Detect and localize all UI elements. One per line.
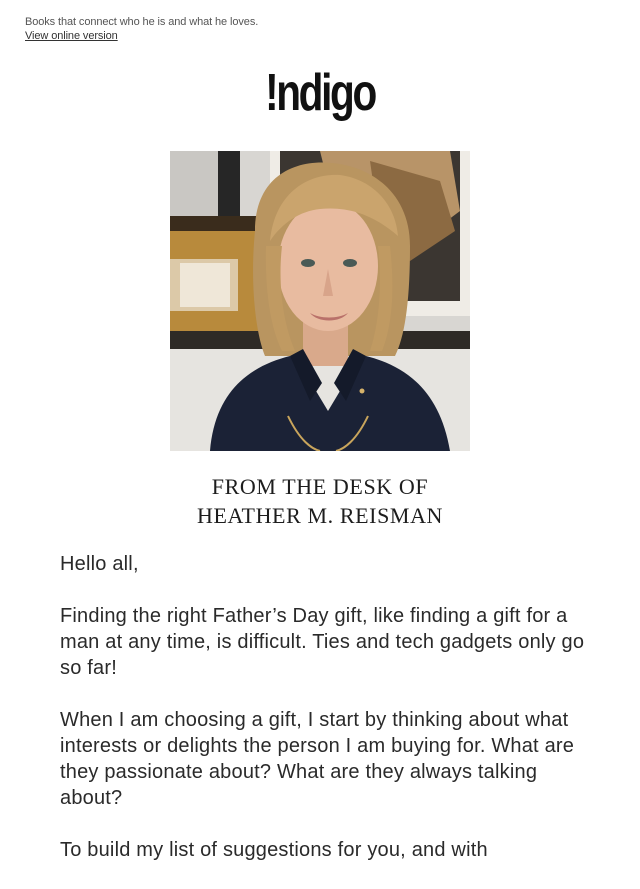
letter-paragraph-2: When I am choosing a gift, I start by thinking about what interests or delights the person I am buying for. What are they passionate about? What are they always talking about?: [60, 709, 575, 809]
portrait-image: [170, 151, 470, 451]
preheader: [25, 15, 258, 43]
desk-heading-line2: HEATHER M. REISMAN: [196, 503, 444, 528]
desk-heading-line1: FROM THE DESK OF: [211, 474, 429, 499]
letter-paragraph-3: To build my list of suggestions for you, and with: [60, 839, 488, 861]
author-portrait: [170, 151, 470, 451]
view-online-link[interactable]: View online version: [25, 30, 118, 42]
desk-heading: [0, 472, 640, 530]
indigo-logo[interactable]: !ndigo: [265, 64, 375, 122]
letter-greeting: Hello all,: [60, 553, 139, 575]
letter-body: [60, 551, 590, 889]
preheader-tagline: Books that connect who he is and what he loves.: [25, 16, 259, 28]
letter-paragraph-1: Finding the right Father’s Day gift, like finding a gift for a man at any time, is difficult. Ties and tech gadgets only go so far!: [60, 605, 585, 679]
